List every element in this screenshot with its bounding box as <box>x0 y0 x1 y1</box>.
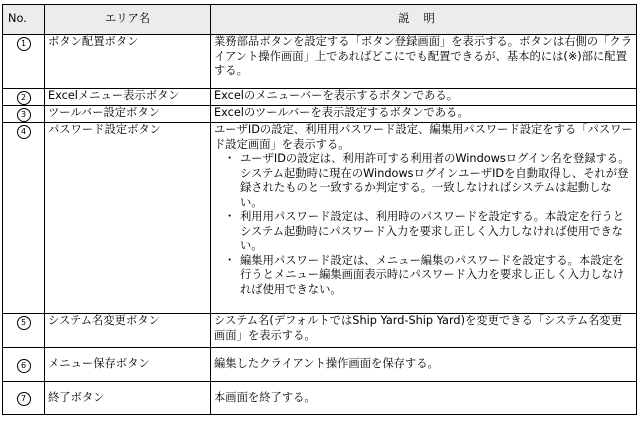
bullet-text: 利用用パスワード設定は、利用時のパスワードを設定する。本設定を行うとシステム起動時にパスワード入力を要求し正しく入力しなければ使用できない。 <box>240 210 625 252</box>
bullet-list <box>214 152 633 297</box>
area-description: Excelのメニューバーを表示するボタンである。 <box>211 89 637 106</box>
header-description: 説明 <box>211 5 637 35</box>
area-name: ボタン配置ボタン <box>45 35 211 89</box>
circled-number: 4 <box>17 125 31 139</box>
area-description: Excelのツールバーを表示設定するボタンである。 <box>211 106 637 123</box>
circled-number: 3 <box>17 108 31 122</box>
area-description-cell <box>211 123 637 314</box>
table-row <box>3 106 637 123</box>
circled-number: 5 <box>17 316 31 330</box>
bullet-dot: ・ <box>224 253 236 267</box>
area-name: Excelメニュー表示ボタン <box>45 89 211 106</box>
circled-number: 6 <box>17 359 31 373</box>
bullet-item <box>224 152 633 210</box>
table-row <box>3 123 637 314</box>
circled-number: 2 <box>17 91 31 105</box>
table-row <box>3 348 637 382</box>
table-row <box>3 314 637 348</box>
area-description: システム名(デフォルトではShip Yard-Ship Yard)を変更できる「システム名変更画面」を表示する。 <box>211 314 637 348</box>
area-description: ユーザIDの設定、利用用パスワード設定、編集用パスワード設定をする「パスワード設定画面」を表示する。 <box>214 123 633 151</box>
row-number <box>3 314 45 348</box>
area-name: パスワード設定ボタン <box>45 123 211 314</box>
area-description-table <box>2 4 637 415</box>
table-header-row <box>3 5 637 35</box>
row-number <box>3 382 45 415</box>
area-description: 編集したクライアント操作画面を保存する。 <box>211 348 637 382</box>
row-number <box>3 89 45 106</box>
circled-number: 1 <box>17 37 31 51</box>
header-no: No. <box>3 5 45 35</box>
row-number <box>3 348 45 382</box>
area-description: 業務部品ボタンを設定する「ボタン登録画面」を表示する。ボタンは右側の「クライアント操作画面」上であればどこにでも配置できるが、基本的には(※)部に配置する。 <box>211 35 637 89</box>
area-name: メニュー保存ボタン <box>45 348 211 382</box>
bullet-item <box>224 254 633 298</box>
area-name: 終了ボタン <box>45 382 211 415</box>
bullet-text: ユーザIDの設定は、利用許可する利用者のWindowsログイン名を登録する。システム起動時に現在のWindowsログインユーザIDを自動取得し、それが登録されたものと一致するか判定する。一致しなければシステムは起動しない。 <box>240 152 630 209</box>
bullet-text: 編集用パスワード設定は、メニュー編集のパスワードを設定する。本設定を行うとメニュー編集画面表示時にパスワード入力を要求し正しく入力しなければ使用できない。 <box>240 253 625 296</box>
header-area: エリア名 <box>45 5 211 35</box>
area-description: 本画面を終了する。 <box>211 382 637 415</box>
table-row <box>3 35 637 89</box>
bullet-item <box>224 210 633 254</box>
bullet-dot: ・ <box>224 210 236 223</box>
area-name: ツールバー設定ボタン <box>45 106 211 123</box>
circled-number: 7 <box>17 392 31 406</box>
row-number <box>3 35 45 89</box>
table-row <box>3 89 637 106</box>
row-number <box>3 106 45 123</box>
table-row <box>3 382 637 415</box>
bullet-dot: ・ <box>224 152 236 165</box>
area-name: システム名変更ボタン <box>45 314 211 348</box>
row-number <box>3 123 45 314</box>
